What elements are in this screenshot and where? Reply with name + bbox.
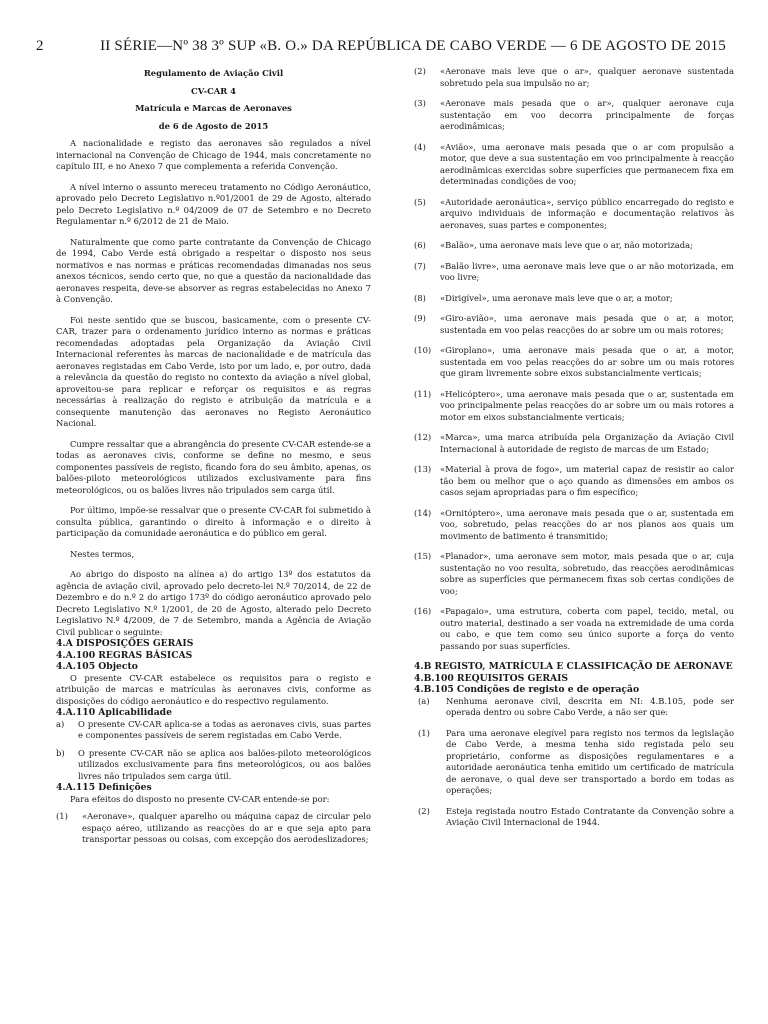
definition-item	[414, 551, 734, 597]
list-text: Esteja registada noutro Estado Contratante da Convenção sobre a Aviação Civil Internacional de 1944.	[446, 805, 734, 827]
definition-text: «Balão», uma aeronave mais leve que o ar, não motorizada;	[440, 240, 693, 250]
section-heading: 4.B.100 REQUISITOS GERAIS	[414, 672, 569, 684]
definition-text: «Material à prova de fogo», um material capaz de resistir ao calor tão bem ou melhor que o aço quando as dimensões em ambos os casos sejam apropriadas para o fim específico;	[440, 464, 734, 497]
definition-item	[414, 432, 734, 455]
definition-text: «Avião», uma aeronave mais pesada que o ar com propulsão a motor, que deve a sua sustentação em voo principalmente à reacção aerodinâmicas exercidas sobre superfícies que permanecem fixa em determinadas condições de voo;	[440, 141, 734, 186]
list-label: (1)	[418, 727, 430, 738]
gazette-title: II SÉRIE—Nº 38 3º SUP «B. O.» DA REPÚBLICA DE CABO VERDE — 6 DE AGOSTO DE 2015	[100, 38, 726, 54]
definition-label: (7)	[414, 260, 426, 271]
preamble-paragraph: Cumpre ressaltar que a abrangência do presente CV-CAR estende-se a todas as aeronaves civis, conforme se define no mesmo, e seus componentes passíveis de registo, ficando fora do seu âmbito, apenas, os balões-piloto meteorológicos utilizados exclusivamente para fins meteorológicos, ou os balões livres não tripulados sem carga útil.	[56, 438, 371, 495]
definition-text: «Aeronave mais leve que o ar», qualquer aeronave sustentada sobretudo pela sua impulsão no ar;	[440, 66, 734, 88]
section-heading: 4.B REGISTO, MATRÍCULA E CLASSIFICAÇÃO DE AERONAVE	[414, 661, 733, 672]
preamble-paragraph: Por último, impõe-se ressalvar que o presente CV-CAR foi submetido à consulta pública, garantindo o direito à informação e o direito à participação da comunidade aeronáutica e do público em geral.	[56, 505, 371, 538]
definition-item	[414, 508, 734, 543]
page-header	[36, 38, 726, 55]
definition-item	[414, 66, 734, 89]
list-text: O presente CV-CAR não se aplica aos balões-piloto meteorológicos utilizados exclusivamente para fins meteorológicos, ou aos balões livres não tripulados sem carga útil.	[78, 747, 371, 781]
definition-item	[414, 313, 734, 336]
definition-item	[414, 345, 734, 380]
definition-text: «Papagaio», uma estrutura, coberta com papel, tecido, metal, ou outro material, destinado a ser voada na extremidade de uma corda ou cabo, e que tem como seu único suporte a força do vento passando por suas superfícies.	[440, 606, 734, 651]
left-column	[56, 68, 371, 854]
definition-label: (15)	[414, 551, 432, 561]
right-column	[414, 66, 734, 838]
definition-text: «Balão livre», uma aeronave mais leve que o ar não motorizada, em voo livre;	[440, 260, 734, 282]
regulation-title: Regulamento de Aviação Civil	[143, 68, 284, 78]
list-label: (2)	[418, 805, 430, 816]
definition-label: (5)	[414, 196, 426, 207]
definition-label: (3)	[414, 98, 426, 108]
objecto-text: O presente CV-CAR estabelece os requisitos para o registo e atribuição de marcas e matrículas às aeronaves civis, conforme as disposições do código aeronáutico e do respectivo regulamento.	[56, 672, 371, 706]
list-item	[414, 806, 734, 829]
definition-item	[414, 142, 734, 188]
section-heading: 4.A.110 Aplicabilidade	[56, 707, 172, 718]
section-heading: 4.A.115 Definições	[56, 782, 152, 793]
definition-text: «Aeronave», qualquer aparelho ou máquina capaz de circular pelo espaço aéreo, utilizando as reacções do ar e que seja apto para transportar pessoas ou coisas, com excepção dos aerodeslizadores;	[82, 811, 371, 844]
definition-item	[414, 389, 734, 424]
definition-label: (8)	[414, 292, 426, 303]
preamble-paragraph: Naturalmente que como parte contratante da Convenção de Chicago de 1994, Cabo Verde está obrigado a respeitar o disposto nos seus normativos e nas normas e práticas recomendadas dimanadas nos seus anexos técnicos, sendo certo que, no que a questão da nacionalidade das aeronaves respeita, deve-se absorver as regras estabelecidas no Anexo 7 à Convenção.	[56, 236, 371, 304]
definition-item	[414, 293, 734, 305]
definition-text: «Giro-avião», uma aeronave mais pesada que o ar, a motor, sustentada em voo pelas reacções do ar sobre um ou mais rotores;	[440, 313, 734, 335]
preamble-paragraph: A nacionalidade e registo das aeronaves são regulados a nível internacional na Convenção de Chicago de 1944, mais concretamente no capítulo III, e no Anexo 7 que complementa a referida Convenção.	[56, 138, 371, 171]
preamble-paragraph: Ao abrigo do disposto na alínea a) do artigo 13º dos estatutos da agência de aviação civil, aprovado pelo decreto-lei N.º 70/2014, de 22 de Dezembro e do n.º 2 do artigo 173º do código aeronáutico aprovado pelo Decreto Legislativo N.º 1/2001, de 20 de Agosto, alterado pelo Decreto Legislativo N.º 4/2009, de 7 de Setembro, manda a Agência de Aviação Civil publicar o seguinte:	[56, 569, 371, 637]
regulation-subtitle: Matrícula e Marcas de Aeronaves	[135, 103, 292, 113]
definition-text: «Autoridade aeronáutica», serviço público encarregado do registo e arquivo individuais de informação e documentação relativos às aeronaves, suas partes e componentes;	[440, 196, 734, 230]
list-text: Nenhuma aeronave civil, descrita em NI: 4.B.105, pode ser operada dentro ou sobre Cabo Verde, a não ser que:	[446, 695, 734, 717]
list-item	[414, 728, 734, 797]
definition-item	[414, 197, 734, 232]
definition-label: (4)	[414, 141, 426, 152]
regulation-code: CV-CAR 4	[191, 85, 236, 96]
preamble-paragraph: Nestes termos,	[70, 548, 135, 559]
section-heading: 4.B.105 Condições de registo e de operação	[414, 684, 640, 695]
list-label: (a)	[418, 695, 430, 706]
definition-item	[414, 464, 734, 499]
definition-text: «Helicóptero», uma aeronave mais pesada que o ar, sustentada em voo principalmente pelas reacções do ar sobre um ou mais rotores a motor em eixos substancialmente verticais;	[440, 388, 734, 422]
definition-label: (9)	[414, 313, 426, 323]
definition-label: (13)	[414, 464, 432, 474]
definition-label: (14)	[414, 507, 432, 518]
definition-label: (10)	[414, 345, 432, 355]
definition-label: (2)	[414, 66, 426, 76]
section-heading: 4.A.100 REGRAS BÁSICAS	[56, 649, 193, 661]
definition-item	[56, 811, 371, 846]
definition-text: «Dirigível», uma aeronave mais leve que o ar, a motor;	[440, 292, 673, 303]
list-item	[414, 696, 734, 719]
definition-label: (12)	[414, 432, 432, 442]
preamble-paragraph: Foi neste sentido que se buscou, basicamente, com o presente CV-CAR, trazer para o ordenamento jurídico interno as normas e práticas recomendadas adoptadas pela Organização da Aviação Civil Internacional referentes às marcas de nacionalidade e de matrícula das aeronaves registadas em Cabo Verde, isto por um lado, e, por outro, dada a relevância da questão do registo no contexto da aviação a nível global, aproveitou-se para replicar e reforçar os requisitos e as regras necessárias à realização do registo e atribuição da matrícula e a consequente manutenção das aeronaves no Registo Aeronáutico Nacional.	[56, 314, 371, 428]
definitions-intro: Para efeitos do disposto no presente CV-CAR entende-se por:	[70, 793, 330, 804]
definition-label: (1)	[56, 811, 68, 821]
definition-text: «Giroplano», uma aeronave mais pesada que o ar, a motor, sustentada em voo pelas reacções do ar sobre um ou mais rotores que giram livremente sobre eixos substancialmente verticais;	[440, 345, 734, 378]
definition-label: (16)	[414, 606, 432, 616]
definition-text: «Ornitóptero», uma aeronave mais pesada que o ar, sustentada em voo, sobretudo, pelas reacções do ar nos planos aos quais um movimento de batimento é transmitido;	[440, 507, 734, 541]
list-text: O presente CV-CAR aplica-se a todas as aeronaves civis, suas partes e componentes passíveis de serem registadas em Cabo Verde.	[78, 718, 371, 740]
definition-item	[414, 606, 734, 652]
definition-label: (11)	[414, 388, 432, 399]
section-heading: 4.A DISPOSIÇÕES GERAIS	[56, 638, 194, 649]
list-label: b)	[56, 747, 65, 758]
definition-item	[414, 261, 734, 284]
section-heading: 4.A.105 Objecto	[56, 661, 138, 672]
list-item	[56, 748, 371, 783]
list-label: a)	[56, 718, 65, 729]
list-item	[56, 719, 371, 742]
definition-item	[414, 240, 734, 252]
regulation-date: de 6 de Agosto de 2015	[158, 120, 269, 131]
definition-text: «Marca», uma marca atribuída pela Organização da Aviação Civil Internacional à autoridade de registo de marcas de um Estado;	[440, 432, 734, 454]
definition-label: (6)	[414, 240, 426, 250]
definition-item	[414, 98, 734, 133]
definition-text: «Planador», uma aeronave sem motor, mais pesada que o ar, cuja sustentação no voo resulta, sobretudo, das reacções aerodinâmicas sobre as superfícies que permanecem fixas sob certas condições de voo;	[440, 551, 734, 596]
preamble-paragraph: A nível interno o assunto mereceu tratamento no Código Aeronáutico, aprovado pelo Decreto Legislativo n.º01/2001 de 29 de Agosto, alterado pelo Decreto Legislativo n.º 04/2009 de 07 de Setembro e no Decreto Regulamentar n.º 6/2012 de 21 de Maio.	[56, 181, 371, 226]
definition-text: «Aeronave mais pesada que o ar», qualquer aeronave cuja sustentação em voo decorra principalmente de forças aerodinâmicas;	[440, 98, 734, 131]
page-number: 2	[36, 38, 44, 54]
list-text: Para uma aeronave elegível para registo nos termos da legislação de Cabo Verde, a mesma tenha sido registada pelo seu proprietário, conforme as disposições regulamentares e a autoridade aeronáutica tenha emitido um certificado de matrícula de aeronave, o qual deve ser transportado a bordo em todas as operações;	[446, 727, 734, 795]
